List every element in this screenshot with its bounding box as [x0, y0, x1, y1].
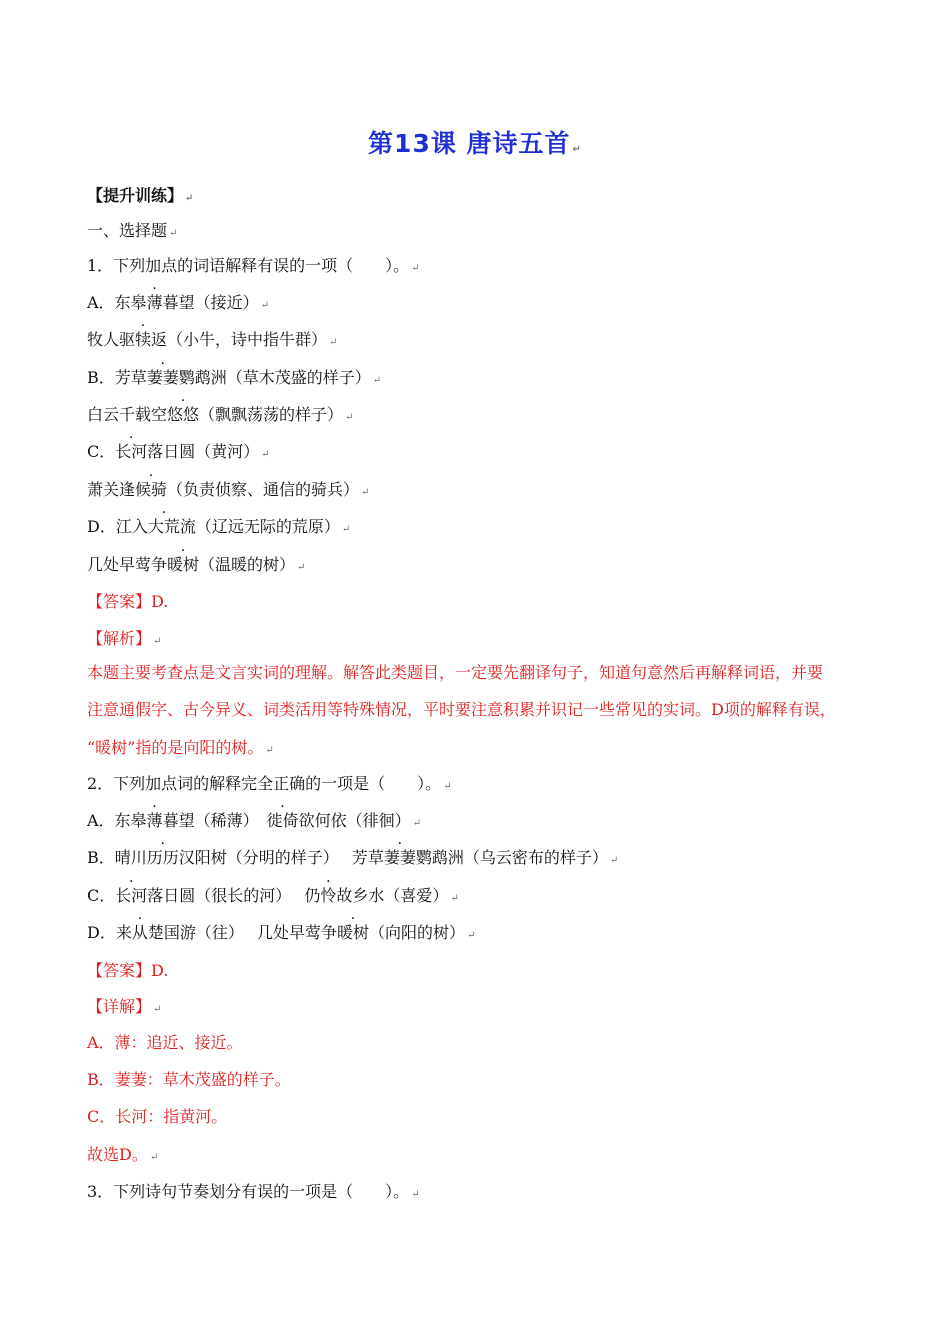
page-title: 第13课 唐诗五首 ↵ — [368, 129, 582, 158]
q3-stem: 3．下列诗句节奏划分有误的一项是（ ）。 ↵ — [87, 1182, 420, 1201]
q1-option-a2: 牧人驱犊返（小牛，诗中指牛群） ↵ — [87, 330, 338, 349]
section-heading: 【提升训练】 ↵ — [87, 186, 194, 205]
q1-option-b1: B．芳草萋萋鹦鹉洲（草木茂盛的样子） ↵ — [87, 368, 382, 387]
q1-analysis-label: 【解析】 ↵ — [87, 629, 162, 648]
q2-detail-b: B．萋萋：草木茂盛的样子。 — [87, 1070, 291, 1089]
q2-detail-label: 【详解】 ↵ — [87, 997, 162, 1016]
part-heading: 一、选择题 ↵ — [87, 221, 178, 240]
q2-option-c: C．长河落日圆（很长的河） 仍怜故乡水（喜爱） ↵ — [87, 886, 459, 905]
q1-option-d1: D．江入大荒流（辽远无际的荒原） ↵ — [87, 517, 351, 536]
q2-option-b: B．晴川历历汉阳树（分明的样子） 芳草萋萋鹦鹉洲（乌云密布的样子） ↵ — [87, 848, 619, 867]
q2-detail-c: C．长河：指黄河。 — [87, 1107, 228, 1126]
q2-conclusion: 故选D。 ↵ — [87, 1145, 159, 1164]
q1-analysis-line-2: 注意通假字、古今异义、词类活用等特殊情况，平时要注意积累并识记一些常见的实词。D项的解释有误， — [87, 700, 836, 719]
q2-detail-a: A．薄：追近、接近。 — [87, 1033, 243, 1052]
q1-stem: 1．下列加点的词语解释有误的一项（ ）。 ↵ — [87, 256, 420, 275]
q1-option-d2: 几处早莺争暖树（温暖的树） ↵ — [87, 555, 306, 574]
q1-answer: 【答案】D. — [87, 592, 169, 611]
q2-option-a: A．东皋薄暮望（稀薄） 徙倚欲何依（徘徊） ↵ — [87, 811, 422, 830]
q2-answer: 【答案】D. — [87, 961, 169, 980]
q1-analysis-line-3: “暖树”指的是向阳的树。 ↵ — [87, 738, 274, 757]
q1-option-a1: A．东皋薄暮望（接近） ↵ — [87, 293, 269, 312]
q2-option-d: D．来从楚国游（往） 几处早莺争暖树（向阳的树） ↵ — [87, 923, 476, 942]
q1-option-b2: 白云千载空悠悠（飘飘荡荡的样子） ↵ — [87, 405, 354, 424]
q1-analysis-line-1: 本题主要考查点是文言实词的理解。解答此类题目，一定要先翻译句子，知道句意然后再解释词语，并要 — [87, 663, 824, 682]
q2-stem: 2．下列加点词的解释完全正确的一项是（ ）。 ↵ — [87, 774, 452, 793]
q1-option-c2: 萧关逢候骑（负责侦察、通信的骑兵） ↵ — [87, 480, 370, 499]
q1-option-c1: C．长河落日圆（黄河） ↵ — [87, 442, 270, 461]
